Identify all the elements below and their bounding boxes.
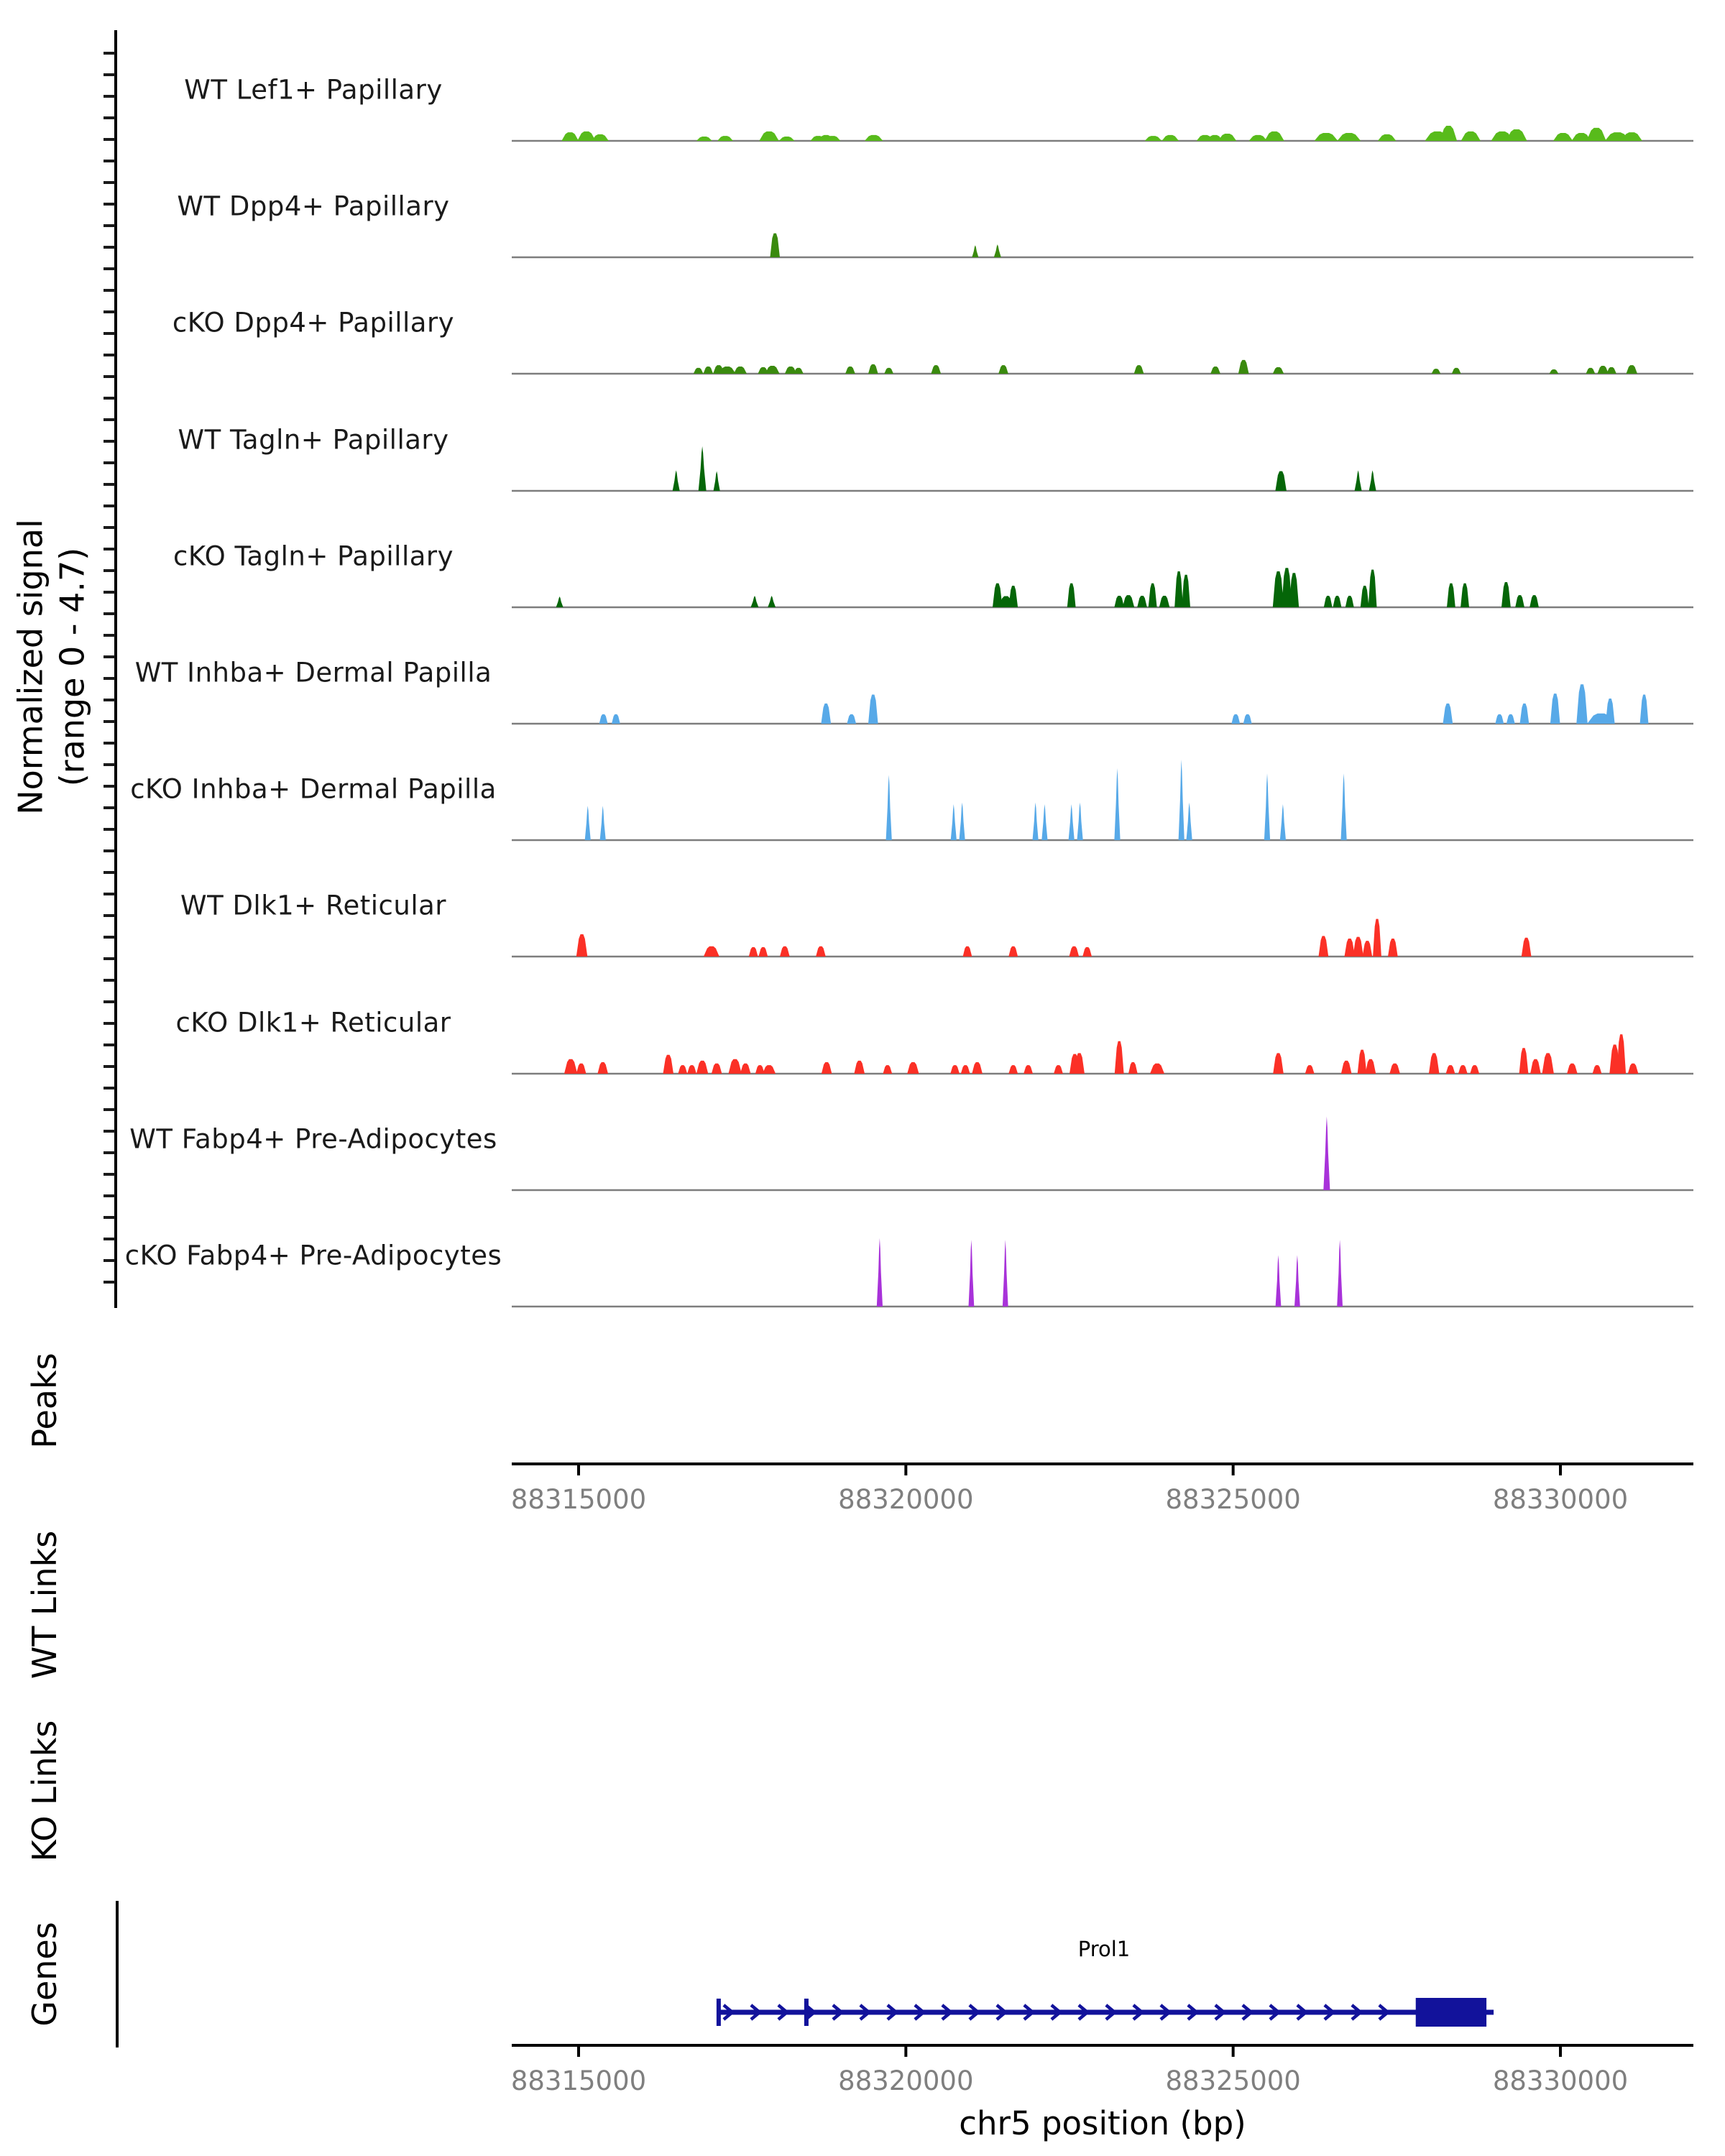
signal-peak — [1276, 1256, 1282, 1307]
signal-peak — [780, 946, 790, 957]
signal-peak — [1114, 768, 1120, 840]
signal-peak — [1606, 367, 1616, 374]
signal-peak — [1069, 804, 1075, 840]
signal-peak — [1506, 129, 1527, 141]
signal-peak — [1174, 571, 1183, 607]
signal-peak — [1506, 714, 1515, 724]
signal-peak — [868, 364, 878, 374]
signal-peak — [963, 946, 972, 957]
signal-peak — [678, 1065, 687, 1074]
signal-peak — [1323, 1117, 1330, 1191]
signal-peak — [960, 803, 965, 840]
y-axis-label-line2: (range 0 - 4.7) — [52, 547, 91, 787]
signal-peak — [1606, 699, 1615, 724]
signal-peak — [768, 596, 776, 607]
signal-peak — [576, 1064, 586, 1074]
signal-peak — [1054, 1065, 1063, 1074]
signal-peak — [696, 137, 712, 141]
signal-peak — [1443, 704, 1453, 724]
signal-peak — [599, 714, 608, 724]
signal-peak — [951, 804, 957, 840]
signal-peak — [717, 136, 733, 141]
signal-peak — [865, 135, 883, 141]
signal-peak — [585, 806, 591, 840]
signal-peak — [1275, 471, 1287, 491]
track-label: cKO Dlk1+ Reticular — [175, 1007, 451, 1038]
signal-peak — [1369, 470, 1376, 491]
signal-peak — [1008, 946, 1018, 957]
signal-peak — [1458, 1065, 1468, 1074]
signal-peak — [1008, 1065, 1018, 1074]
gene-exon-box — [1416, 1998, 1486, 2027]
signal-peak — [1187, 803, 1192, 840]
signal-peak — [1123, 595, 1134, 607]
track-label: cKO Inhba+ Dermal Papilla — [130, 773, 497, 805]
signal-peak — [1353, 937, 1363, 957]
signal-peak — [884, 368, 893, 374]
section-label-wt-links: WT Links — [25, 1530, 64, 1680]
signal-peak — [1150, 1064, 1164, 1074]
signal-peak — [821, 704, 831, 724]
signal-peak — [1289, 573, 1300, 607]
signal-peak — [845, 367, 855, 374]
signal-peak — [1616, 1034, 1626, 1074]
signal-peak — [886, 775, 892, 840]
signal-peak — [1341, 1061, 1352, 1074]
signal-peak — [969, 1240, 975, 1307]
signal-peak — [751, 596, 759, 607]
signal-peak — [1338, 133, 1361, 141]
signal-peak — [1363, 941, 1373, 957]
signal-peak — [1024, 1065, 1033, 1074]
signal-peak — [1341, 773, 1347, 840]
track-label: WT Dpp4+ Papillary — [177, 190, 450, 222]
signal-peak — [1115, 1041, 1124, 1074]
track-label: cKO Dpp4+ Papillary — [172, 307, 455, 338]
signal-peak — [1373, 919, 1381, 957]
signal-peak — [1460, 584, 1469, 607]
signal-peak — [972, 245, 978, 257]
signal-peak — [1273, 367, 1284, 374]
signal-peak — [1597, 366, 1609, 374]
signal-peak — [1520, 704, 1530, 724]
track-label: WT Tagln+ Papillary — [178, 424, 449, 456]
signal-peak — [1249, 135, 1268, 141]
gene-name-label: Prol1 — [1077, 1937, 1131, 1961]
signal-peak — [1280, 804, 1286, 840]
track-label: cKO Fabp4+ Pre-Adipocytes — [124, 1240, 502, 1271]
signal-peak — [1218, 134, 1237, 141]
signal-peak — [1033, 803, 1039, 840]
signal-peak — [1366, 1059, 1376, 1074]
signal-peak — [1077, 803, 1083, 840]
signal-peak — [1461, 132, 1481, 141]
signal-peak — [1264, 132, 1284, 141]
signal-peak — [765, 366, 780, 374]
signal-peak — [1345, 939, 1356, 957]
signal-peak — [1640, 695, 1649, 724]
track-label: cKO Tagln+ Papillary — [172, 540, 454, 572]
signal-peak — [1008, 586, 1018, 607]
gene-exon-tick — [717, 1999, 721, 2026]
signal-peak — [1622, 132, 1642, 141]
signal-peak — [1550, 369, 1559, 374]
signal-peak — [1627, 365, 1638, 374]
signal-peak — [1452, 368, 1461, 374]
signal-peak — [961, 1065, 970, 1074]
signal-peak — [699, 446, 707, 491]
signal-peak — [597, 1062, 608, 1074]
signal-peak — [1003, 1240, 1008, 1307]
signal-peak — [1530, 1059, 1541, 1074]
signal-peak — [1576, 684, 1588, 724]
signal-peak — [1447, 584, 1455, 607]
signal-peak — [1346, 596, 1354, 607]
signal-peak — [1114, 596, 1124, 607]
signal-peak — [1182, 575, 1190, 607]
signal-peak — [1519, 1048, 1529, 1074]
signal-peak — [868, 695, 878, 724]
signal-peak — [1567, 1064, 1578, 1074]
signal-peak — [1128, 1062, 1138, 1074]
signal-peak — [1522, 938, 1532, 957]
signal-peak — [931, 365, 941, 374]
signal-peak — [1333, 596, 1342, 607]
signal-peak — [1586, 128, 1606, 141]
signal-peak — [1368, 570, 1377, 607]
signal-peak — [1159, 596, 1170, 607]
signal-peak — [822, 1062, 832, 1074]
signal-peak — [763, 1065, 776, 1074]
signal-peak — [694, 368, 704, 374]
signal-peak — [1041, 804, 1047, 840]
track-label: WT Dlk1+ Reticular — [180, 890, 447, 921]
signal-peak — [1264, 773, 1270, 840]
signal-peak — [1358, 1050, 1367, 1074]
signal-peak — [729, 1059, 742, 1074]
signal-peak — [1378, 134, 1397, 141]
signal-peak — [994, 244, 1001, 257]
signal-peak — [714, 471, 720, 491]
signal-peak — [1586, 368, 1596, 374]
signal-peak — [1243, 714, 1252, 724]
signal-peak — [696, 1061, 708, 1074]
signal-peak — [1210, 367, 1220, 374]
signal-peak — [816, 946, 826, 957]
signal-peak — [1440, 126, 1457, 141]
signal-peak — [877, 1238, 883, 1307]
signal-peak — [1179, 760, 1184, 840]
signal-peak — [612, 714, 620, 724]
signal-peak — [592, 134, 609, 141]
signal-peak — [1542, 1053, 1554, 1074]
signal-peak — [854, 1061, 865, 1074]
signal-peak — [704, 946, 719, 957]
signal-peak — [1337, 1240, 1343, 1307]
signal-peak — [1389, 1064, 1400, 1074]
signal-peak — [1149, 584, 1157, 607]
signal-peak — [1429, 1053, 1440, 1074]
track-label: WT Fabp4+ Pre-Adipocytes — [129, 1123, 497, 1155]
signal-peak — [576, 934, 588, 957]
signal-peak — [770, 234, 780, 257]
axis-tick-label: 88330000 — [1492, 2065, 1629, 2096]
signal-peak — [1470, 1065, 1479, 1074]
signal-peak — [687, 1065, 696, 1074]
signal-peak — [749, 947, 758, 957]
signal-peak — [600, 806, 606, 840]
section-label-genes: Genes — [25, 1922, 64, 2027]
axis-tick-label: 88320000 — [838, 1484, 974, 1515]
axis-tick-label: 88330000 — [1492, 1484, 1629, 1515]
signal-peak — [1432, 369, 1441, 374]
signal-peak — [740, 1064, 751, 1074]
section-label-peaks: Peaks — [25, 1353, 64, 1449]
signal-peak — [794, 368, 804, 374]
signal-peak — [847, 714, 856, 724]
signal-peak — [1593, 1065, 1602, 1074]
signal-peak — [1238, 360, 1249, 374]
signal-peak — [1134, 365, 1144, 374]
signal-peak — [1515, 595, 1524, 607]
signal-peak — [1137, 596, 1147, 607]
signal-peak — [779, 137, 795, 141]
signal-peak — [1305, 1065, 1315, 1074]
signal-peak — [950, 1065, 960, 1074]
signal-peak — [673, 470, 680, 491]
x-axis-title: chr5 position (bp) — [959, 2104, 1246, 2142]
signal-peak — [1361, 586, 1369, 607]
signal-peak — [556, 596, 564, 607]
signal-peak — [1324, 596, 1333, 607]
signal-peak — [907, 1062, 919, 1074]
signal-peak — [712, 1064, 722, 1074]
axis-tick-label: 88325000 — [1165, 2065, 1301, 2096]
signal-peak — [998, 365, 1008, 374]
signal-peak — [1145, 136, 1162, 141]
signal-peak — [1550, 694, 1560, 724]
signal-peak — [1355, 470, 1362, 491]
signal-peak — [564, 1059, 577, 1074]
gene-exon-tick — [804, 1999, 809, 2026]
axis-tick-label: 88320000 — [838, 2065, 974, 2096]
signal-peak — [1273, 1053, 1284, 1074]
signal-peak — [758, 947, 768, 957]
signal-peak — [1315, 133, 1338, 141]
signal-peak — [1082, 947, 1092, 957]
track-label: WT Inhba+ Dermal Papilla — [134, 657, 492, 688]
signal-peak — [1067, 584, 1076, 607]
signal-peak — [561, 132, 579, 141]
signal-peak — [704, 367, 714, 374]
signal-peak — [1319, 936, 1329, 957]
signal-peak — [663, 1055, 674, 1074]
signal-peak — [1162, 135, 1179, 141]
signal-peak — [1628, 1064, 1639, 1074]
y-axis-label-line1: Normalized signal — [11, 519, 50, 815]
track-label: WT Lef1+ Papillary — [184, 74, 443, 106]
section-label-ko-links: KO Links — [25, 1720, 64, 1862]
axis-tick-label: 88325000 — [1165, 1484, 1301, 1515]
signal-peak — [1495, 714, 1504, 724]
axis-tick-label: 88315000 — [510, 1484, 647, 1515]
signal-peak — [972, 1062, 983, 1074]
axis-tick-label: 88315000 — [510, 2065, 647, 2096]
signal-peak — [1388, 939, 1398, 957]
signal-peak — [883, 1065, 893, 1074]
signal-peak — [1553, 133, 1573, 141]
signal-peak — [1446, 1065, 1455, 1074]
signal-peak — [734, 367, 747, 374]
signal-peak — [1530, 595, 1539, 607]
signal-peak — [1231, 714, 1240, 724]
signal-peak — [1070, 946, 1080, 957]
signal-peak — [1294, 1256, 1300, 1307]
signal-peak — [1501, 582, 1511, 607]
signal-peak — [759, 132, 778, 141]
